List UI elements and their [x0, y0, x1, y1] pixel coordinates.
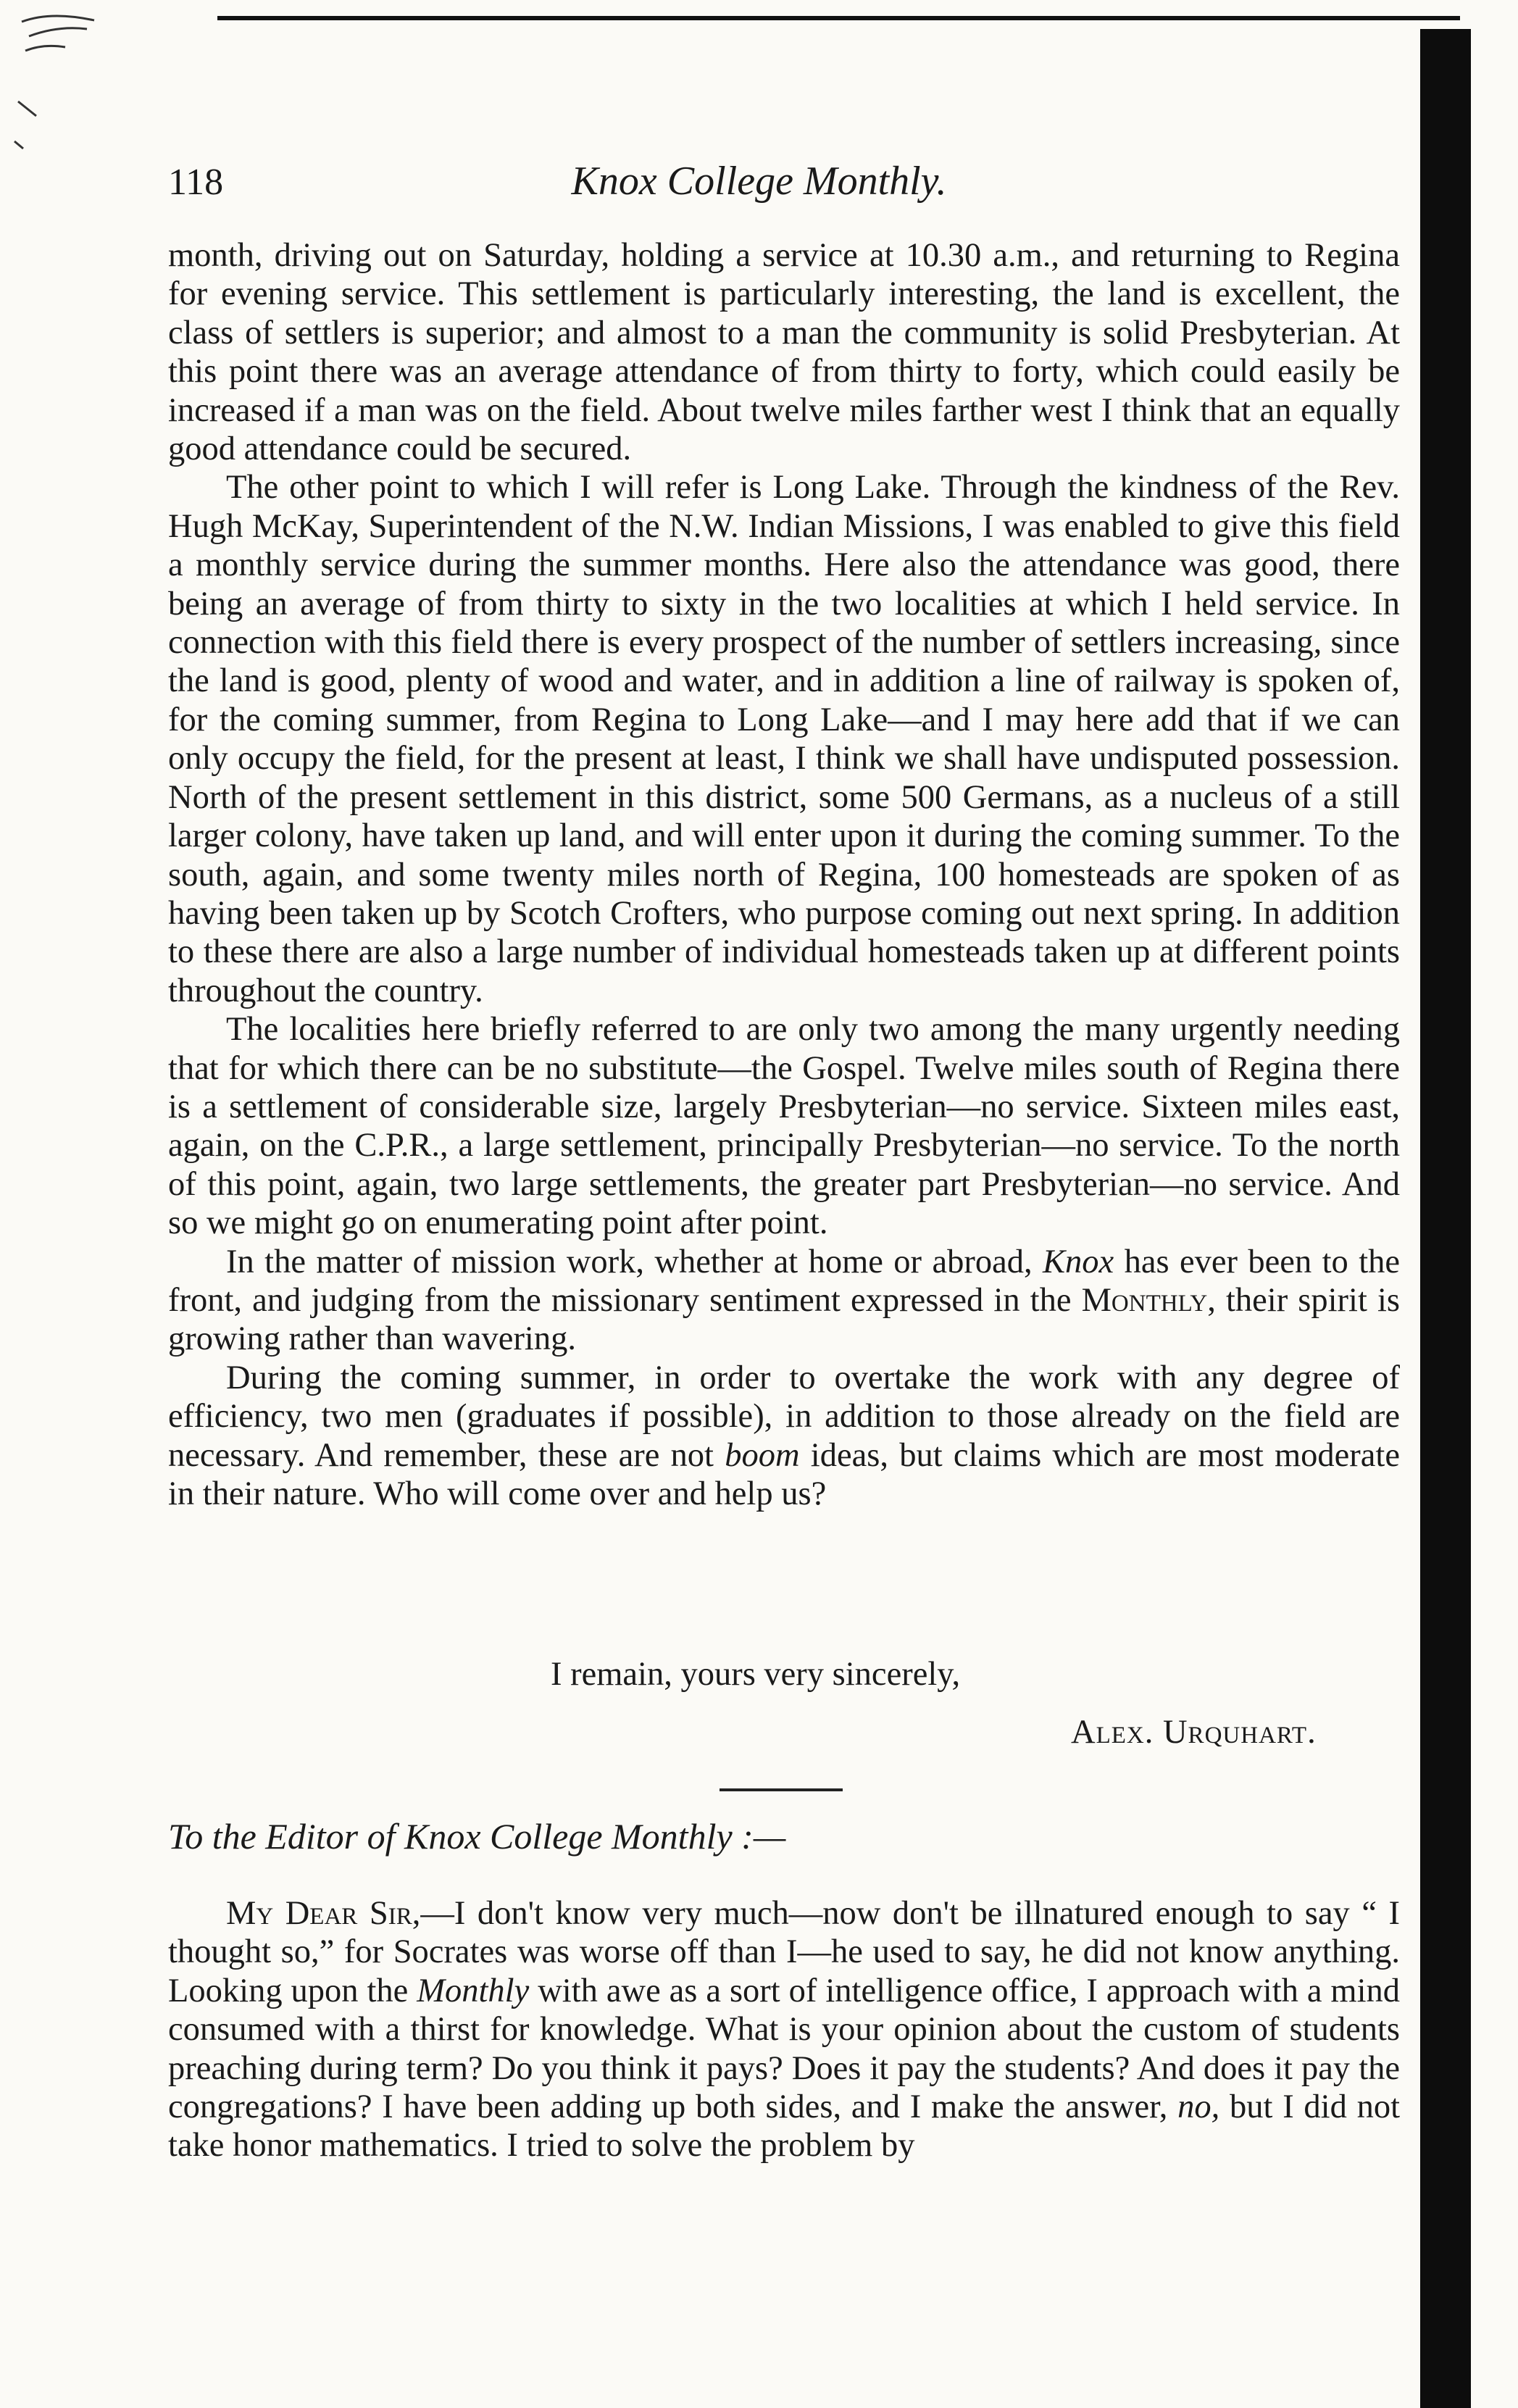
- paragraph-5-text-b: ideas, but claims which are most moderate in their nature. Who will come over and help us?: [168, 1436, 1400, 1512]
- letter-paragraph: [168, 1894, 1400, 2165]
- letter-text-c: but I did not take honor mathematics. I tried to solve the problem by: [168, 2088, 1401, 2165]
- pencil-mark-icon: [7, 7, 109, 152]
- paragraph-1: month, driving out on Saturday, holding a service at 10.30 a.m., and returning to Regina for evening service. This settlement is particularly interesting, the land is excellent, the class of settlers is superior; and almost to a man the community is solid Presbyterian. At this point there was an average attendance of from thirty to forty, which could easily be increased if a man was on the field. About twelve miles farther west I think that an equally good attendance could be secured.: [168, 237, 1400, 468]
- monthly-italic: Monthly: [417, 1972, 530, 2009]
- top-border-rule: [217, 16, 1460, 20]
- letter-body: [168, 1894, 1400, 2165]
- paragraph-4-text-a: In the matter of mission work, whether at home or abroad,: [226, 1243, 1033, 1280]
- article-body: [168, 236, 1400, 1513]
- boom-italic: boom: [725, 1436, 800, 1474]
- paragraph-5-text-a: During the coming summer, in order to overtake the work with any degree of efficiency, two men (graduates if possible), in addition to those already on the field are necessary. And remember, these are not: [168, 1359, 1400, 1474]
- section-divider: [720, 1788, 843, 1791]
- paragraph-4-text-b: has ever been to the front, and judging from the missionary sentiment expressed in the: [168, 1243, 1401, 1319]
- page-number: 118: [168, 162, 224, 203]
- paragraph-4: [168, 1243, 1400, 1359]
- letter-opening: My Dear Sir,: [226, 1895, 421, 1932]
- paragraph-5: [168, 1359, 1400, 1514]
- letter-salutation: To the Editor of Knox College Monthly :—: [168, 1816, 786, 1857]
- scan-edge-shadow: [1420, 29, 1471, 2408]
- running-title: Knox College Monthly.: [571, 159, 947, 204]
- monthly-small-caps: Monthly: [1081, 1281, 1208, 1319]
- letter-text-a: —I don't know very much—now don't be illnatured enough to say “ I thought so,” for Socrates was worse off than I—he used to say, he did not know anything. Looking upon the: [168, 1895, 1400, 2009]
- knox-italic: Knox: [1043, 1243, 1114, 1280]
- paragraph-4-text-c: , their spirit is growing rather than wavering.: [168, 1281, 1400, 1358]
- paragraph-3: The localities here briefly referred to are only two among the many urgently needing that for which there can be no substitute—the Gospel. Twelve miles south of Regina there is a settlement of considerable size, largely Presbyterian—no service. Sixteen miles east, again, on the C.P.R., a large settlement, principally Presbyterian—no service. To the north of this point, again, two large settlements, the greater part Presbyterian—no service. And so we might go on enumerating point after point.: [168, 1011, 1400, 1242]
- no-italic: no,: [1177, 2088, 1220, 2126]
- letter-text-b: with awe as a sort of intelligence office, I approach with a mind consumed with a thirst for knowledge. What is your opinion about the custom of students preaching during term? Do you think it pays? Does it pay the students? And does it pay the congregations? I have been adding up both sides, and I make the answer,: [168, 1972, 1401, 2126]
- signature: Alex. Urquhart.: [1071, 1714, 1317, 1751]
- paragraph-2: The other point to which I will refer is Long Lake. Through the kindness of the Rev. Hugh McKay, Superintendent of the N.W. Indian Missions, I was enabled to give this field a monthly service during the summer months. Here also the attendance was good, there being an average of from thirty to sixty in the two localities at which I held service. In connection with this field there is every prospect of the number of settlers increasing, since the land is good, plenty of wood and water, and in addition a line of railway is spoken of, for the coming summer, from Regina to Long Lake—and I may here add that if we can only occupy the field, for the present at least, I think we shall have undisputed possession. North of the present settlement in this district, some 500 Germans, as a nucleus of a still larger colony, have taken up land, and will enter upon it during the coming summer. To the south, again, and some twenty miles north of Regina, 100 homesteads are spoken of as having been taken up by Scotch Crofters, who purpose coming out next spring. In addition to these there are also a large number of individual homesteads taken up at different points throughout the country.: [168, 469, 1400, 1009]
- closing-line: I remain, yours very sincerely,: [551, 1656, 961, 1693]
